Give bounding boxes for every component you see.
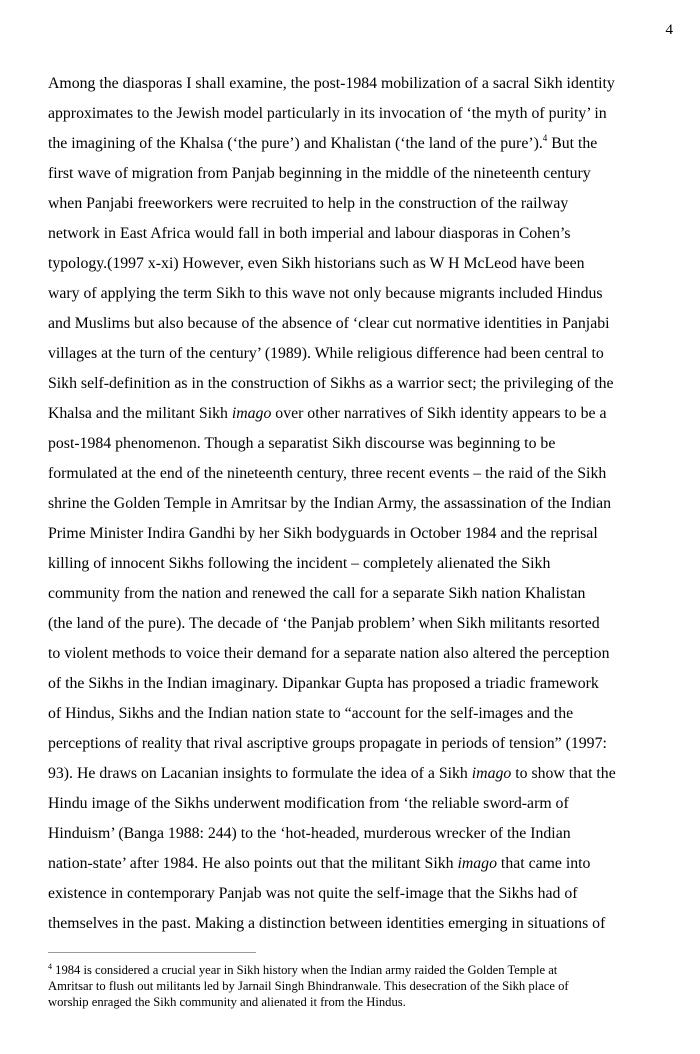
- italic-term: imago: [457, 855, 497, 872]
- footnote-marker: 4: [48, 962, 52, 971]
- text-run: villages at the turn of the century’ (1989). While religious difference had been central to: [48, 345, 604, 362]
- text-line: [48, 369, 688, 399]
- text-line: [48, 639, 688, 669]
- text-line: [48, 159, 688, 189]
- text-run: formulated at the end of the nineteenth century, three recent events – the raid of the Sikh: [48, 465, 607, 482]
- text-run: wary of applying the term Sikh to this wave not only because migrants included Hindus: [48, 285, 603, 302]
- text-line: [48, 759, 688, 789]
- text-run: shrine the Golden Temple in Amritsar by the Indian Army, the assassination of the Indian: [48, 495, 612, 512]
- text-line: [48, 699, 688, 729]
- text-run: killing of innocent Sikhs following the incident – completely alienated the Sikh: [48, 555, 551, 572]
- italic-term: imago: [471, 765, 512, 782]
- text-line: [48, 69, 688, 99]
- text-line: [48, 849, 688, 879]
- text-line: [48, 879, 688, 909]
- page-number: 4: [665, 22, 673, 38]
- text-line: [48, 729, 688, 759]
- text-line: [48, 459, 688, 489]
- text-line: [48, 309, 688, 339]
- italic-term: imago: [231, 405, 272, 422]
- footnote-reference: 4: [542, 133, 548, 143]
- text-line: [48, 579, 688, 609]
- text-run: of Hindus, Sikhs and the Indian nation state to “account for the self-images and the: [48, 705, 574, 722]
- text-run: nation-state’ after 1984. He also points out that the militant Sikh: [48, 855, 458, 872]
- text-run: Khalsa and the militant Sikh: [48, 405, 232, 422]
- text-run: Among the diasporas I shall examine, the post-1984 mobilization of a sacral Sikh identity: [48, 75, 615, 92]
- text-run: Sikh self-definition as in the construction of Sikhs as a warrior sect; the privileging of the: [48, 375, 614, 392]
- footnote-text: 1984 is considered a crucial year in Sikh history when the Indian army raided the Golden Temple at: [52, 963, 558, 977]
- text-run: community from the nation and renewed the call for a separate Sikh nation Khalistan: [48, 585, 586, 602]
- text-line: [48, 399, 688, 429]
- text-line: [48, 339, 688, 369]
- text-line: [48, 489, 688, 519]
- footnote-divider: [48, 952, 256, 953]
- footnote: [48, 962, 688, 1010]
- text-line: [48, 549, 688, 579]
- text-run: Hinduism’ (Banga 1988: 244) to the ‘hot-headed, murderous wrecker of the Indian: [48, 825, 571, 842]
- text-run: post-1984 phenomenon. Though a separatist Sikh discourse was beginning to be: [48, 435, 556, 452]
- text-run: existence in contemporary Panjab was not quite the self-image that the Sikhs had of: [48, 885, 578, 902]
- text-run: 93). He draws on Lacanian insights to formulate the idea of a Sikh: [48, 765, 472, 782]
- text-run: when Panjabi freeworkers were recruited to help in the construction of the railway: [48, 195, 569, 212]
- footnote-line: [48, 962, 688, 978]
- text-run: to violent methods to voice their demand for a separate nation also altered the perception: [48, 645, 610, 662]
- text-run: perceptions of reality that rival ascriptive groups propagate in periods of tension” (1997:: [48, 735, 607, 752]
- text-line: [48, 429, 688, 459]
- text-run: first wave of migration from Panjab beginning in the middle of the nineteenth century: [48, 165, 591, 182]
- text-run: network in East Africa would fall in both imperial and labour diasporas in Cohen’s: [48, 225, 571, 242]
- text-run: approximates to the Jewish model particularly in its invocation of ‘the myth of purity’ in: [48, 105, 607, 122]
- footnote-line: worship enraged the Sikh community and alienated it from the Hindus.: [48, 995, 406, 1009]
- text-run: But the: [547, 135, 598, 152]
- text-run: the imagining of the Khalsa (‘the pure’) and Khalistan (‘the land of the pure’).: [48, 135, 543, 152]
- body-text: [48, 69, 688, 939]
- text-run: and Muslims but also because of the absence of ‘clear cut normative identities in Panjabi: [48, 315, 610, 332]
- text-run: of the Sikhs in the Indian imaginary. Dipankar Gupta has proposed a triadic framework: [48, 675, 599, 692]
- text-line: [48, 669, 688, 699]
- text-run: typology.(1997 x-xi) However, even Sikh historians such as W H McLeod have been: [48, 255, 585, 272]
- text-line: [48, 99, 688, 129]
- text-run: that came into: [496, 855, 591, 872]
- text-line: [48, 249, 688, 279]
- footnote-line: Amritsar to flush out militants led by Jarnail Singh Bhindranwale. This desecration of the Sikh place of: [48, 979, 569, 993]
- text-run: themselves in the past. Making a distinction between identities emerging in situations of: [48, 915, 606, 932]
- text-line: [48, 219, 688, 249]
- text-line: [48, 909, 688, 939]
- text-run: (the land of the pure). The decade of ‘the Panjab problem’ when Sikh militants resorted: [48, 615, 600, 632]
- text-line: [48, 609, 688, 639]
- text-run: over other narratives of Sikh identity appears to be a: [271, 405, 607, 422]
- text-line: [48, 789, 688, 819]
- text-line: [48, 519, 688, 549]
- text-line: [48, 189, 688, 219]
- text-run: Prime Minister Indira Gandhi by her Sikh bodyguards in October 1984 and the reprisal: [48, 525, 598, 542]
- text-line: [48, 129, 688, 159]
- text-line: [48, 819, 688, 849]
- text-run: to show that the: [511, 765, 616, 782]
- text-run: Hindu image of the Sikhs underwent modification from ‘the reliable sword-arm of: [48, 795, 569, 812]
- text-line: [48, 279, 688, 309]
